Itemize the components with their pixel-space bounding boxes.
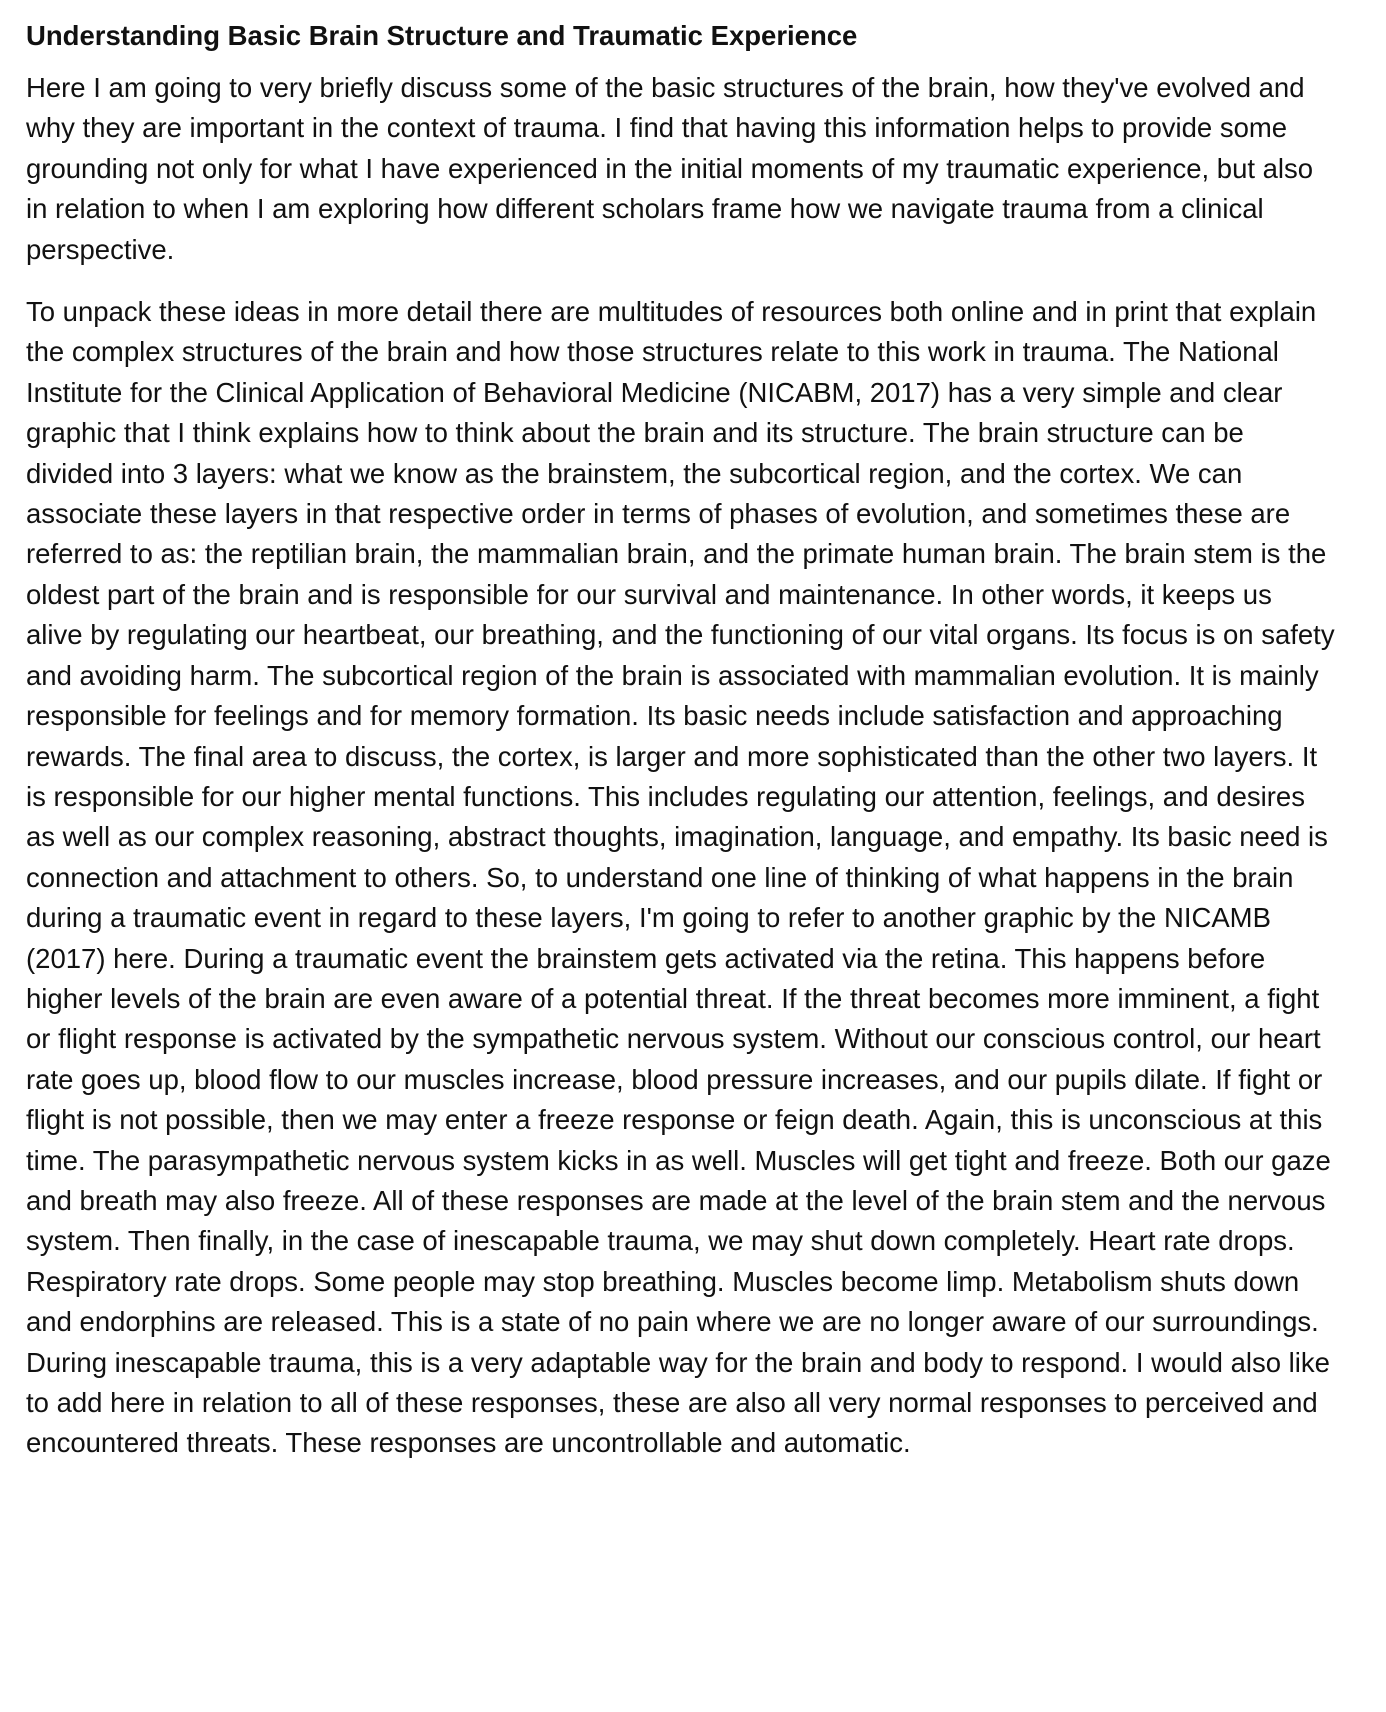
document-page (26, 16, 1336, 1486)
paragraph-intro: Here I am going to very briefly discuss some of the basic structures of the brain, how they've evolved and why they are important in the context of trauma. I find that having this information helps to provide some grounding not only for what I have experienced in the initial moments of my traumatic experience, but also in relation to when I am exploring how different scholars frame how we navigate trauma from a clinical perspective. (26, 72, 1314, 265)
document-title: Understanding Basic Brain Structure and Traumatic Experience (26, 20, 858, 51)
paragraph-brain-layers: To unpack these ideas in more detail there are multitudes of resources both online and in print that explain the complex structures of the brain and how those structures relate to this work in trauma. The National Institute for the Clinical Application of Behavioral Medicine (NICABM, 2017) has a very simple and clear graphic that I think explains how to think about the brain and its structure. The brain structure can be divided into 3 layers: what we know as the brainstem, the subcortical region, and the cortex. We can associate these layers in that respective order in terms of phases of evolution, and sometimes these are referred to as: the reptilian brain, the mammalian brain, and the primate human brain. The brain stem is the oldest part of the brain and is responsible for our survival and maintenance. In other words, it keeps us alive by regulating our heartbeat, our breathing, and the functioning of our vital organs. Its focus is on safety and avoiding harm. The subcortical region of the brain is associated with mammalian evolution. It is mainly responsible for feelings and for memory formation. Its basic needs include satisfaction and approaching rewards. The final area to discuss, the cortex, is larger and more sophisticated than the other two layers. It is responsible for our higher mental functions. This includes regulating our attention, feelings, and desires as well as our complex reasoning, abstract thoughts, imagination, language, and empathy. Its basic need is connection and attachment to others. So, to understand one line of thinking of what happens in the brain during a traumatic event in regard to these layers, I'm going to refer to another graphic by the NICAMB (2017) here. During a traumatic event the brainstem gets activated via the retina. This happens before higher levels of the brain are even aware of a potential threat. If the threat becomes more imminent, a fight or flight response is activated by the sympathetic nervous system. Without our conscious control, our heart rate goes up, blood flow to our muscles increase, blood pressure increases, and our pupils dilate. If fight or flight is not possible, then we may enter a freeze response or feign death. Again, this is unconscious at this time. The parasympathetic nervous system kicks in as well. Muscles will get tight and freeze. Both our gaze and breath may also freeze. All of these responses are made at the level of the brain stem and the nervous system. Then finally, in the case of inescapable trauma, we may shut down completely. Heart rate drops. Respiratory rate drops. Some people may stop breathing. Muscles become limp. Metabolism shuts down and endorphins are released. This is a state of no pain where we are no longer aware of our surroundings. During inescapable trauma, this is a very adaptable way for the brain and body to respond. I would also like to add here in relation to all of these responses, these are also all very normal responses to perceived and encountered threats. These responses are uncontrollable and automatic. (26, 296, 1335, 1459)
